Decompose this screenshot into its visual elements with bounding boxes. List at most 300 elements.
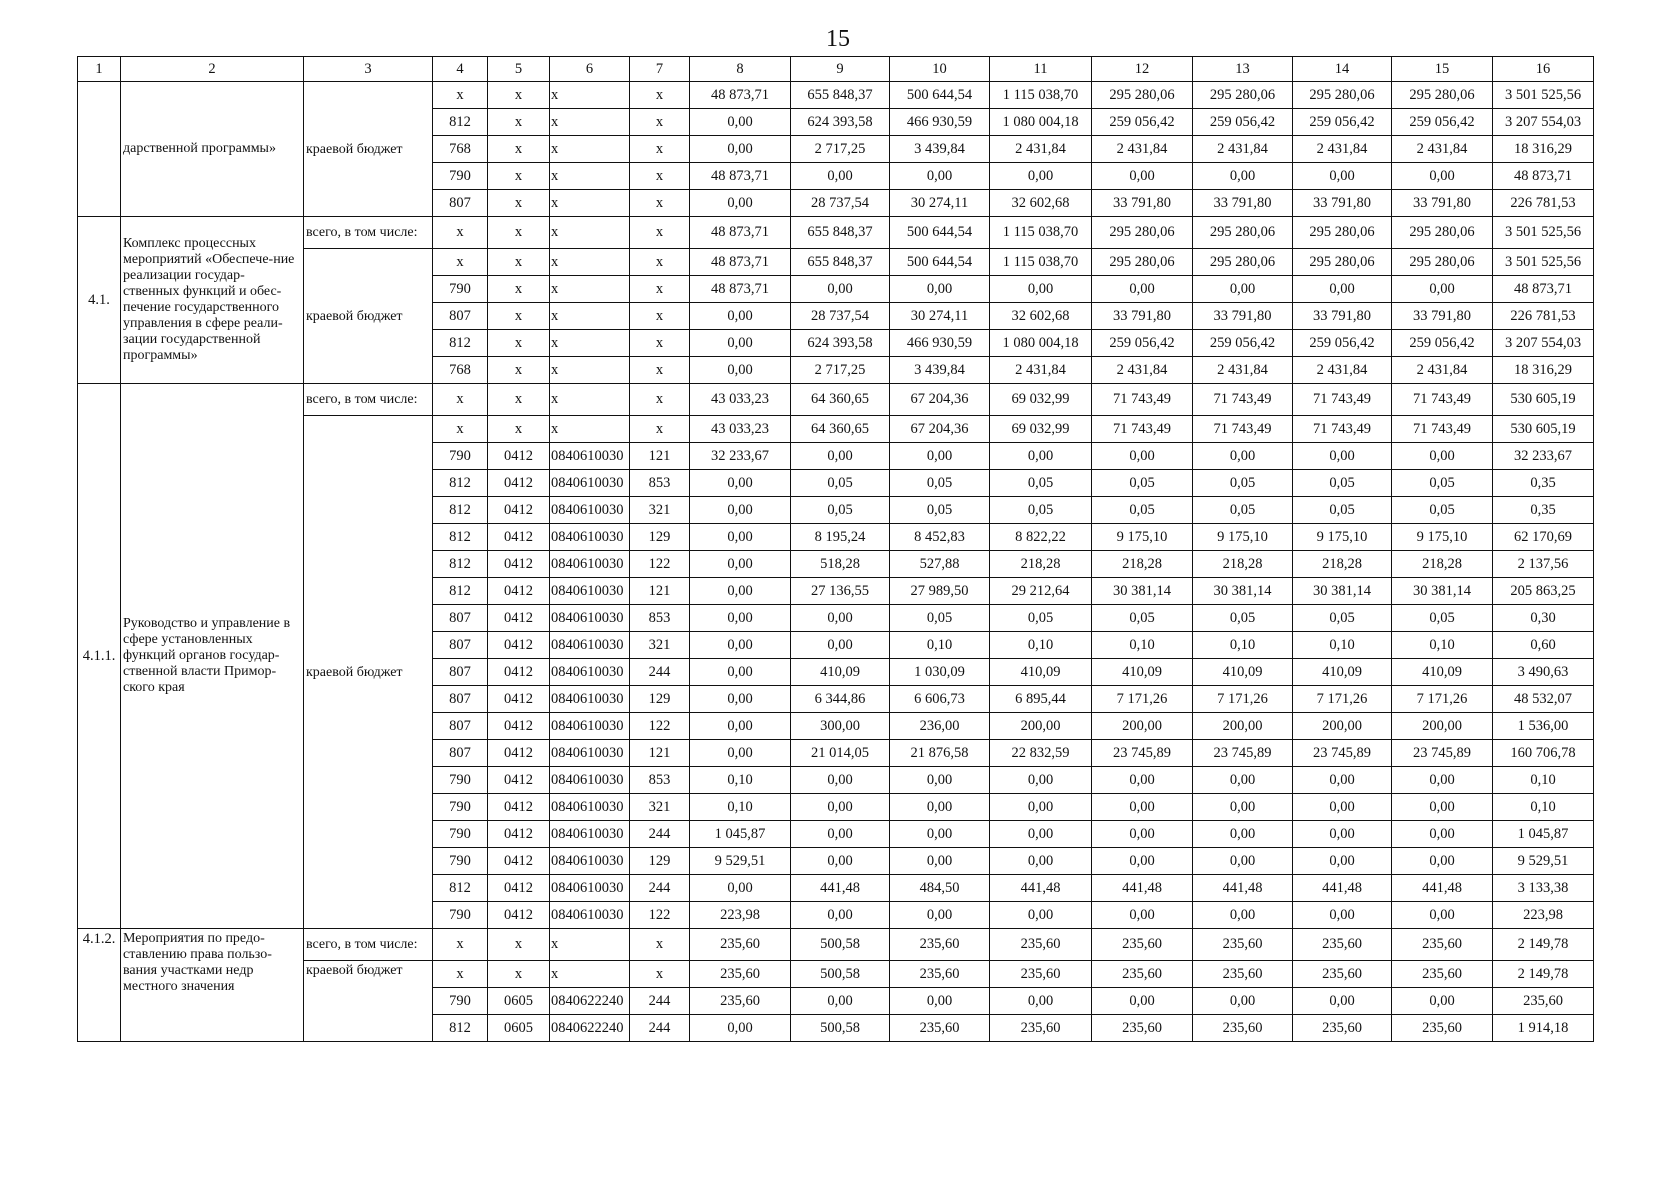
value-cell: 122 <box>630 551 690 578</box>
value-cell: 0,00 <box>990 163 1092 190</box>
value-cell: 0412 <box>488 578 550 605</box>
value-cell: 0412 <box>488 443 550 470</box>
value-cell: 235,60 <box>990 961 1092 988</box>
value-cell: 295 280,06 <box>1392 217 1493 249</box>
value-cell: х <box>550 276 630 303</box>
value-cell: 0,00 <box>1293 443 1392 470</box>
value-cell: х <box>550 384 630 416</box>
value-cell: 0,00 <box>1392 163 1493 190</box>
value-cell: 30 381,14 <box>1392 578 1493 605</box>
column-header: 7 <box>630 57 690 82</box>
value-cell: 0840610030 <box>550 875 630 902</box>
value-cell: 23 745,89 <box>1193 740 1293 767</box>
value-cell: 0,00 <box>1092 794 1193 821</box>
value-cell: 71 743,49 <box>1392 384 1493 416</box>
value-cell: 2 149,78 <box>1493 961 1594 988</box>
value-cell: 790 <box>433 988 488 1015</box>
value-cell: 0840610030 <box>550 848 630 875</box>
value-cell: х <box>630 416 690 443</box>
value-cell: 244 <box>630 875 690 902</box>
value-cell: 0,00 <box>1193 821 1293 848</box>
value-cell: 22 832,59 <box>990 740 1092 767</box>
value-cell: 226 781,53 <box>1493 303 1594 330</box>
value-cell: 295 280,06 <box>1193 82 1293 109</box>
value-cell: 0,00 <box>1293 848 1392 875</box>
value-cell: 1 115 038,70 <box>990 217 1092 249</box>
value-cell: х <box>550 416 630 443</box>
item-name: Мероприятия по предо-ставлению права пользо-вания участками недр местного значения <box>121 929 304 1042</box>
value-cell: 295 280,06 <box>1092 217 1193 249</box>
value-cell: 2 431,84 <box>1193 136 1293 163</box>
value-cell: 0,00 <box>890 276 990 303</box>
value-cell: 0840610030 <box>550 821 630 848</box>
value-cell: 18 316,29 <box>1493 136 1594 163</box>
value-cell: 7 171,26 <box>1092 686 1193 713</box>
value-cell: 0,00 <box>1293 988 1392 1015</box>
value-cell: 0,05 <box>1293 470 1392 497</box>
value-cell: х <box>630 929 690 961</box>
column-header: 12 <box>1092 57 1193 82</box>
value-cell: 0,10 <box>690 794 791 821</box>
value-cell: х <box>488 357 550 384</box>
value-cell: 0,00 <box>1392 276 1493 303</box>
value-cell: 0,10 <box>890 632 990 659</box>
value-cell: 67 204,36 <box>890 384 990 416</box>
value-cell: 807 <box>433 605 488 632</box>
value-cell: 23 745,89 <box>1392 740 1493 767</box>
value-cell: х <box>488 82 550 109</box>
value-cell: 0840610030 <box>550 578 630 605</box>
value-cell: 6 895,44 <box>990 686 1092 713</box>
value-cell: 3 207 554,03 <box>1493 330 1594 357</box>
value-cell: х <box>488 961 550 988</box>
value-cell: х <box>630 190 690 217</box>
value-cell: 0,00 <box>690 136 791 163</box>
value-cell: 0412 <box>488 848 550 875</box>
value-cell: 33 791,80 <box>1092 190 1193 217</box>
value-cell: 48 873,71 <box>1493 276 1594 303</box>
value-cell: 48 873,71 <box>690 163 791 190</box>
value-cell: 48 873,71 <box>690 217 791 249</box>
value-cell: 2 717,25 <box>791 136 890 163</box>
value-cell: х <box>550 961 630 988</box>
value-cell: 200,00 <box>1392 713 1493 740</box>
value-cell: 321 <box>630 497 690 524</box>
value-cell: 3 501 525,56 <box>1493 82 1594 109</box>
value-cell: 0,00 <box>791 632 890 659</box>
value-cell: 0,00 <box>1293 276 1392 303</box>
value-cell: 235,60 <box>1392 961 1493 988</box>
value-cell: 0,35 <box>1493 470 1594 497</box>
value-cell: 0,10 <box>1493 767 1594 794</box>
value-cell: х <box>630 276 690 303</box>
value-cell: 0,00 <box>791 794 890 821</box>
value-cell: 2 431,84 <box>990 357 1092 384</box>
column-header: 15 <box>1392 57 1493 82</box>
value-cell: 410,09 <box>1392 659 1493 686</box>
value-cell: 0,00 <box>690 686 791 713</box>
value-cell: 0,00 <box>791 821 890 848</box>
value-cell: 527,88 <box>890 551 990 578</box>
value-cell: 0,05 <box>1293 605 1392 632</box>
value-cell: 235,60 <box>1493 988 1594 1015</box>
value-cell: 23 745,89 <box>1293 740 1392 767</box>
value-cell: 0,00 <box>791 605 890 632</box>
value-cell: 0,00 <box>690 470 791 497</box>
value-cell: 441,48 <box>1092 875 1193 902</box>
value-cell: 295 280,06 <box>1293 82 1392 109</box>
value-cell: х <box>630 303 690 330</box>
value-cell: 71 743,49 <box>1092 416 1193 443</box>
value-cell: 0412 <box>488 524 550 551</box>
value-cell: 790 <box>433 163 488 190</box>
value-cell: 1 080 004,18 <box>990 109 1092 136</box>
value-cell: 655 848,37 <box>791 217 890 249</box>
value-cell: х <box>630 961 690 988</box>
value-cell: 0,00 <box>1293 794 1392 821</box>
value-cell: 0,00 <box>690 740 791 767</box>
value-cell: 0840610030 <box>550 794 630 821</box>
value-cell: 1 115 038,70 <box>990 249 1092 276</box>
value-cell: 0,00 <box>690 190 791 217</box>
value-cell: 71 743,49 <box>1193 384 1293 416</box>
value-cell: 259 056,42 <box>1293 109 1392 136</box>
value-cell: 0412 <box>488 740 550 767</box>
value-cell: 790 <box>433 443 488 470</box>
value-cell: 71 743,49 <box>1392 416 1493 443</box>
value-cell: 790 <box>433 276 488 303</box>
value-cell: 0,00 <box>1392 848 1493 875</box>
value-cell: 0,00 <box>990 988 1092 1015</box>
value-cell: 441,48 <box>791 875 890 902</box>
value-cell: 218,28 <box>1193 551 1293 578</box>
value-cell: 7 171,26 <box>1193 686 1293 713</box>
value-cell: 33 791,80 <box>1392 190 1493 217</box>
value-cell: 9 175,10 <box>1193 524 1293 551</box>
value-cell: 500,58 <box>791 961 890 988</box>
value-cell: 1 045,87 <box>1493 821 1594 848</box>
value-cell: 0,00 <box>791 163 890 190</box>
value-cell: 259 056,42 <box>1293 330 1392 357</box>
value-cell: 0,35 <box>1493 497 1594 524</box>
value-cell: 0,00 <box>690 713 791 740</box>
value-cell: 0412 <box>488 470 550 497</box>
value-cell: 0,00 <box>990 902 1092 929</box>
value-cell: х <box>433 929 488 961</box>
value-cell: 0840622240 <box>550 988 630 1015</box>
value-cell: 0,00 <box>1293 767 1392 794</box>
value-cell: 9 175,10 <box>1293 524 1392 551</box>
value-cell: 33 791,80 <box>1293 303 1392 330</box>
value-cell: 484,50 <box>890 875 990 902</box>
value-cell: 0,00 <box>990 794 1092 821</box>
value-cell: 0,10 <box>1392 632 1493 659</box>
table-row <box>78 249 1594 276</box>
value-cell: 236,00 <box>890 713 990 740</box>
value-cell: 244 <box>630 988 690 1015</box>
value-cell: 48 873,71 <box>690 276 791 303</box>
value-cell: 0,00 <box>690 659 791 686</box>
value-cell: 441,48 <box>1293 875 1392 902</box>
value-cell: 0,00 <box>890 443 990 470</box>
value-cell: 0,30 <box>1493 605 1594 632</box>
value-cell: 0605 <box>488 988 550 1015</box>
value-cell: 8 195,24 <box>791 524 890 551</box>
value-cell: 500,58 <box>791 929 890 961</box>
value-cell: х <box>630 109 690 136</box>
value-cell: 0,00 <box>1293 163 1392 190</box>
value-cell: 32 602,68 <box>990 303 1092 330</box>
value-cell: 235,60 <box>1392 929 1493 961</box>
value-cell: х <box>488 330 550 357</box>
value-cell: 218,28 <box>1092 551 1193 578</box>
value-cell: 0,00 <box>1293 902 1392 929</box>
value-cell: 8 452,83 <box>890 524 990 551</box>
value-cell: х <box>488 190 550 217</box>
value-cell: х <box>550 136 630 163</box>
value-cell: 129 <box>630 848 690 875</box>
page-number: 15 <box>826 26 850 52</box>
value-cell: 807 <box>433 303 488 330</box>
value-cell: 235,60 <box>1193 929 1293 961</box>
value-cell: х <box>488 249 550 276</box>
value-cell: 235,60 <box>1392 1015 1493 1042</box>
value-cell: 0,00 <box>890 163 990 190</box>
value-cell: 235,60 <box>990 1015 1092 1042</box>
value-cell: 0605 <box>488 1015 550 1042</box>
table-row <box>78 82 1594 109</box>
value-cell: 33 791,80 <box>1293 190 1392 217</box>
value-cell: 0,10 <box>1493 794 1594 821</box>
value-cell: 1 115 038,70 <box>990 82 1092 109</box>
value-cell: 235,60 <box>890 929 990 961</box>
value-cell: 0,10 <box>1092 632 1193 659</box>
value-cell: х <box>630 82 690 109</box>
value-cell: 30 274,11 <box>890 303 990 330</box>
value-cell: 205 863,25 <box>1493 578 1594 605</box>
value-cell: 790 <box>433 767 488 794</box>
value-cell: 0412 <box>488 794 550 821</box>
value-cell: 33 791,80 <box>1092 303 1193 330</box>
funding-source: всего, в том числе: <box>304 217 433 249</box>
value-cell: 0840610030 <box>550 740 630 767</box>
value-cell: 295 280,06 <box>1293 249 1392 276</box>
value-cell: 0412 <box>488 632 550 659</box>
value-cell: 410,09 <box>1193 659 1293 686</box>
value-cell: 0,05 <box>1092 605 1193 632</box>
value-cell: 0,00 <box>890 988 990 1015</box>
value-cell: 200,00 <box>990 713 1092 740</box>
value-cell: 410,09 <box>1293 659 1392 686</box>
value-cell: 410,09 <box>990 659 1092 686</box>
value-cell: 235,60 <box>690 929 791 961</box>
column-header: 5 <box>488 57 550 82</box>
value-cell: 0,05 <box>1092 470 1193 497</box>
value-cell: 0,00 <box>690 605 791 632</box>
value-cell: 9 175,10 <box>1392 524 1493 551</box>
value-cell: 23 745,89 <box>1092 740 1193 767</box>
value-cell: 235,60 <box>690 961 791 988</box>
value-cell: 235,60 <box>1193 961 1293 988</box>
value-cell: 0,00 <box>1193 163 1293 190</box>
value-cell: 624 393,58 <box>791 330 890 357</box>
value-cell: 9 175,10 <box>1092 524 1193 551</box>
value-cell: 0840610030 <box>550 686 630 713</box>
value-cell: 441,48 <box>990 875 1092 902</box>
value-cell: 0,00 <box>791 902 890 929</box>
value-cell: х <box>550 357 630 384</box>
value-cell: 3 439,84 <box>890 357 990 384</box>
value-cell: 28 737,54 <box>791 303 890 330</box>
value-cell: 0,05 <box>1392 605 1493 632</box>
value-cell: 226 781,53 <box>1493 190 1594 217</box>
value-cell: 0,05 <box>791 497 890 524</box>
value-cell: 500,58 <box>791 1015 890 1042</box>
value-cell: х <box>550 190 630 217</box>
value-cell: 160 706,78 <box>1493 740 1594 767</box>
column-header: 8 <box>690 57 791 82</box>
value-cell: 321 <box>630 794 690 821</box>
item-number: 4.1. <box>78 217 121 384</box>
table-row <box>78 217 1594 249</box>
value-cell: 235,60 <box>1293 929 1392 961</box>
value-cell: 518,28 <box>791 551 890 578</box>
value-cell: 30 381,14 <box>1092 578 1193 605</box>
value-cell: 790 <box>433 848 488 875</box>
value-cell: 0,00 <box>890 794 990 821</box>
value-cell: 235,60 <box>890 1015 990 1042</box>
value-cell: 295 280,06 <box>1092 82 1193 109</box>
value-cell: 235,60 <box>1193 1015 1293 1042</box>
value-cell: 0,00 <box>1193 276 1293 303</box>
value-cell: 812 <box>433 578 488 605</box>
value-cell: 3 439,84 <box>890 136 990 163</box>
value-cell: 3 501 525,56 <box>1493 249 1594 276</box>
value-cell: 0,05 <box>791 470 890 497</box>
value-cell: 0,05 <box>1193 605 1293 632</box>
value-cell: 410,09 <box>791 659 890 686</box>
value-cell: 0840610030 <box>550 767 630 794</box>
column-header: 11 <box>990 57 1092 82</box>
item-name: Комплекс процессных мероприятий «Обеспече-ние реализации государ-ственных функций и обес-печение государственного управления в сфере реали-зации государственной программы» <box>121 217 304 384</box>
value-cell: 2 717,25 <box>791 357 890 384</box>
value-cell: х <box>630 384 690 416</box>
value-cell: 21 014,05 <box>791 740 890 767</box>
value-cell: 0,05 <box>990 470 1092 497</box>
value-cell: 223,98 <box>690 902 791 929</box>
value-cell: 807 <box>433 740 488 767</box>
value-cell: 0,00 <box>1092 276 1193 303</box>
funding-source: краевой бюджет <box>304 416 433 929</box>
column-header: 14 <box>1293 57 1392 82</box>
value-cell: 1 536,00 <box>1493 713 1594 740</box>
value-cell: 244 <box>630 659 690 686</box>
item-number <box>78 82 121 217</box>
value-cell: 812 <box>433 875 488 902</box>
value-cell: 3 501 525,56 <box>1493 217 1594 249</box>
value-cell: 32 602,68 <box>990 190 1092 217</box>
value-cell: 300,00 <box>791 713 890 740</box>
value-cell: 0,00 <box>990 767 1092 794</box>
value-cell: 0,05 <box>890 605 990 632</box>
value-cell: 295 280,06 <box>1392 249 1493 276</box>
value-cell: 812 <box>433 109 488 136</box>
value-cell: 321 <box>630 632 690 659</box>
value-cell: 0,00 <box>1092 443 1193 470</box>
value-cell: 0,00 <box>690 524 791 551</box>
value-cell: 3 207 554,03 <box>1493 109 1594 136</box>
value-cell: 853 <box>630 470 690 497</box>
value-cell: 0,00 <box>1092 163 1193 190</box>
value-cell: 64 360,65 <box>791 384 890 416</box>
item-name: дарственной программы» <box>121 82 304 217</box>
value-cell: 48 532,07 <box>1493 686 1594 713</box>
value-cell: 0,00 <box>791 988 890 1015</box>
value-cell: 0,00 <box>1092 902 1193 929</box>
value-cell: 0,00 <box>690 330 791 357</box>
value-cell: х <box>630 136 690 163</box>
value-cell: 295 280,06 <box>1193 249 1293 276</box>
value-cell: х <box>433 217 488 249</box>
value-cell: 812 <box>433 1015 488 1042</box>
value-cell: 530 605,19 <box>1493 384 1594 416</box>
value-cell: 235,60 <box>990 929 1092 961</box>
value-cell: 807 <box>433 713 488 740</box>
value-cell: х <box>433 249 488 276</box>
value-cell: 2 149,78 <box>1493 929 1594 961</box>
value-cell: 62 170,69 <box>1493 524 1594 551</box>
table-row <box>78 384 1594 416</box>
value-cell: 259 056,42 <box>1392 109 1493 136</box>
value-cell: 0,00 <box>791 443 890 470</box>
value-cell: 295 280,06 <box>1092 249 1193 276</box>
value-cell: 259 056,42 <box>1092 330 1193 357</box>
value-cell: х <box>550 217 630 249</box>
value-cell: 0,00 <box>990 443 1092 470</box>
value-cell: 2 431,84 <box>1293 357 1392 384</box>
value-cell: х <box>488 136 550 163</box>
value-cell: 441,48 <box>1193 875 1293 902</box>
value-cell: 235,60 <box>1092 1015 1193 1042</box>
value-cell: 129 <box>630 524 690 551</box>
value-cell: 0,00 <box>791 276 890 303</box>
value-cell: 0,00 <box>791 848 890 875</box>
value-cell: х <box>433 961 488 988</box>
value-cell: 235,60 <box>690 988 791 1015</box>
value-cell: 1 080 004,18 <box>990 330 1092 357</box>
value-cell: 0,00 <box>1092 848 1193 875</box>
value-cell: 129 <box>630 686 690 713</box>
value-cell: х <box>488 276 550 303</box>
value-cell: 807 <box>433 659 488 686</box>
value-cell: 0,00 <box>690 303 791 330</box>
value-cell: 0,00 <box>1392 767 1493 794</box>
value-cell: 853 <box>630 767 690 794</box>
value-cell: 0412 <box>488 713 550 740</box>
funding-source: всего, в том числе: <box>304 384 433 416</box>
value-cell: 27 989,50 <box>890 578 990 605</box>
value-cell: 122 <box>630 902 690 929</box>
value-cell: 48 873,71 <box>690 82 791 109</box>
value-cell: 0,05 <box>890 470 990 497</box>
value-cell: 259 056,42 <box>1092 109 1193 136</box>
value-cell: 0412 <box>488 605 550 632</box>
value-cell: 812 <box>433 470 488 497</box>
value-cell: 0,10 <box>690 767 791 794</box>
value-cell: 28 737,54 <box>791 190 890 217</box>
value-cell: 2 431,84 <box>1293 136 1392 163</box>
value-cell: 0840610030 <box>550 659 630 686</box>
